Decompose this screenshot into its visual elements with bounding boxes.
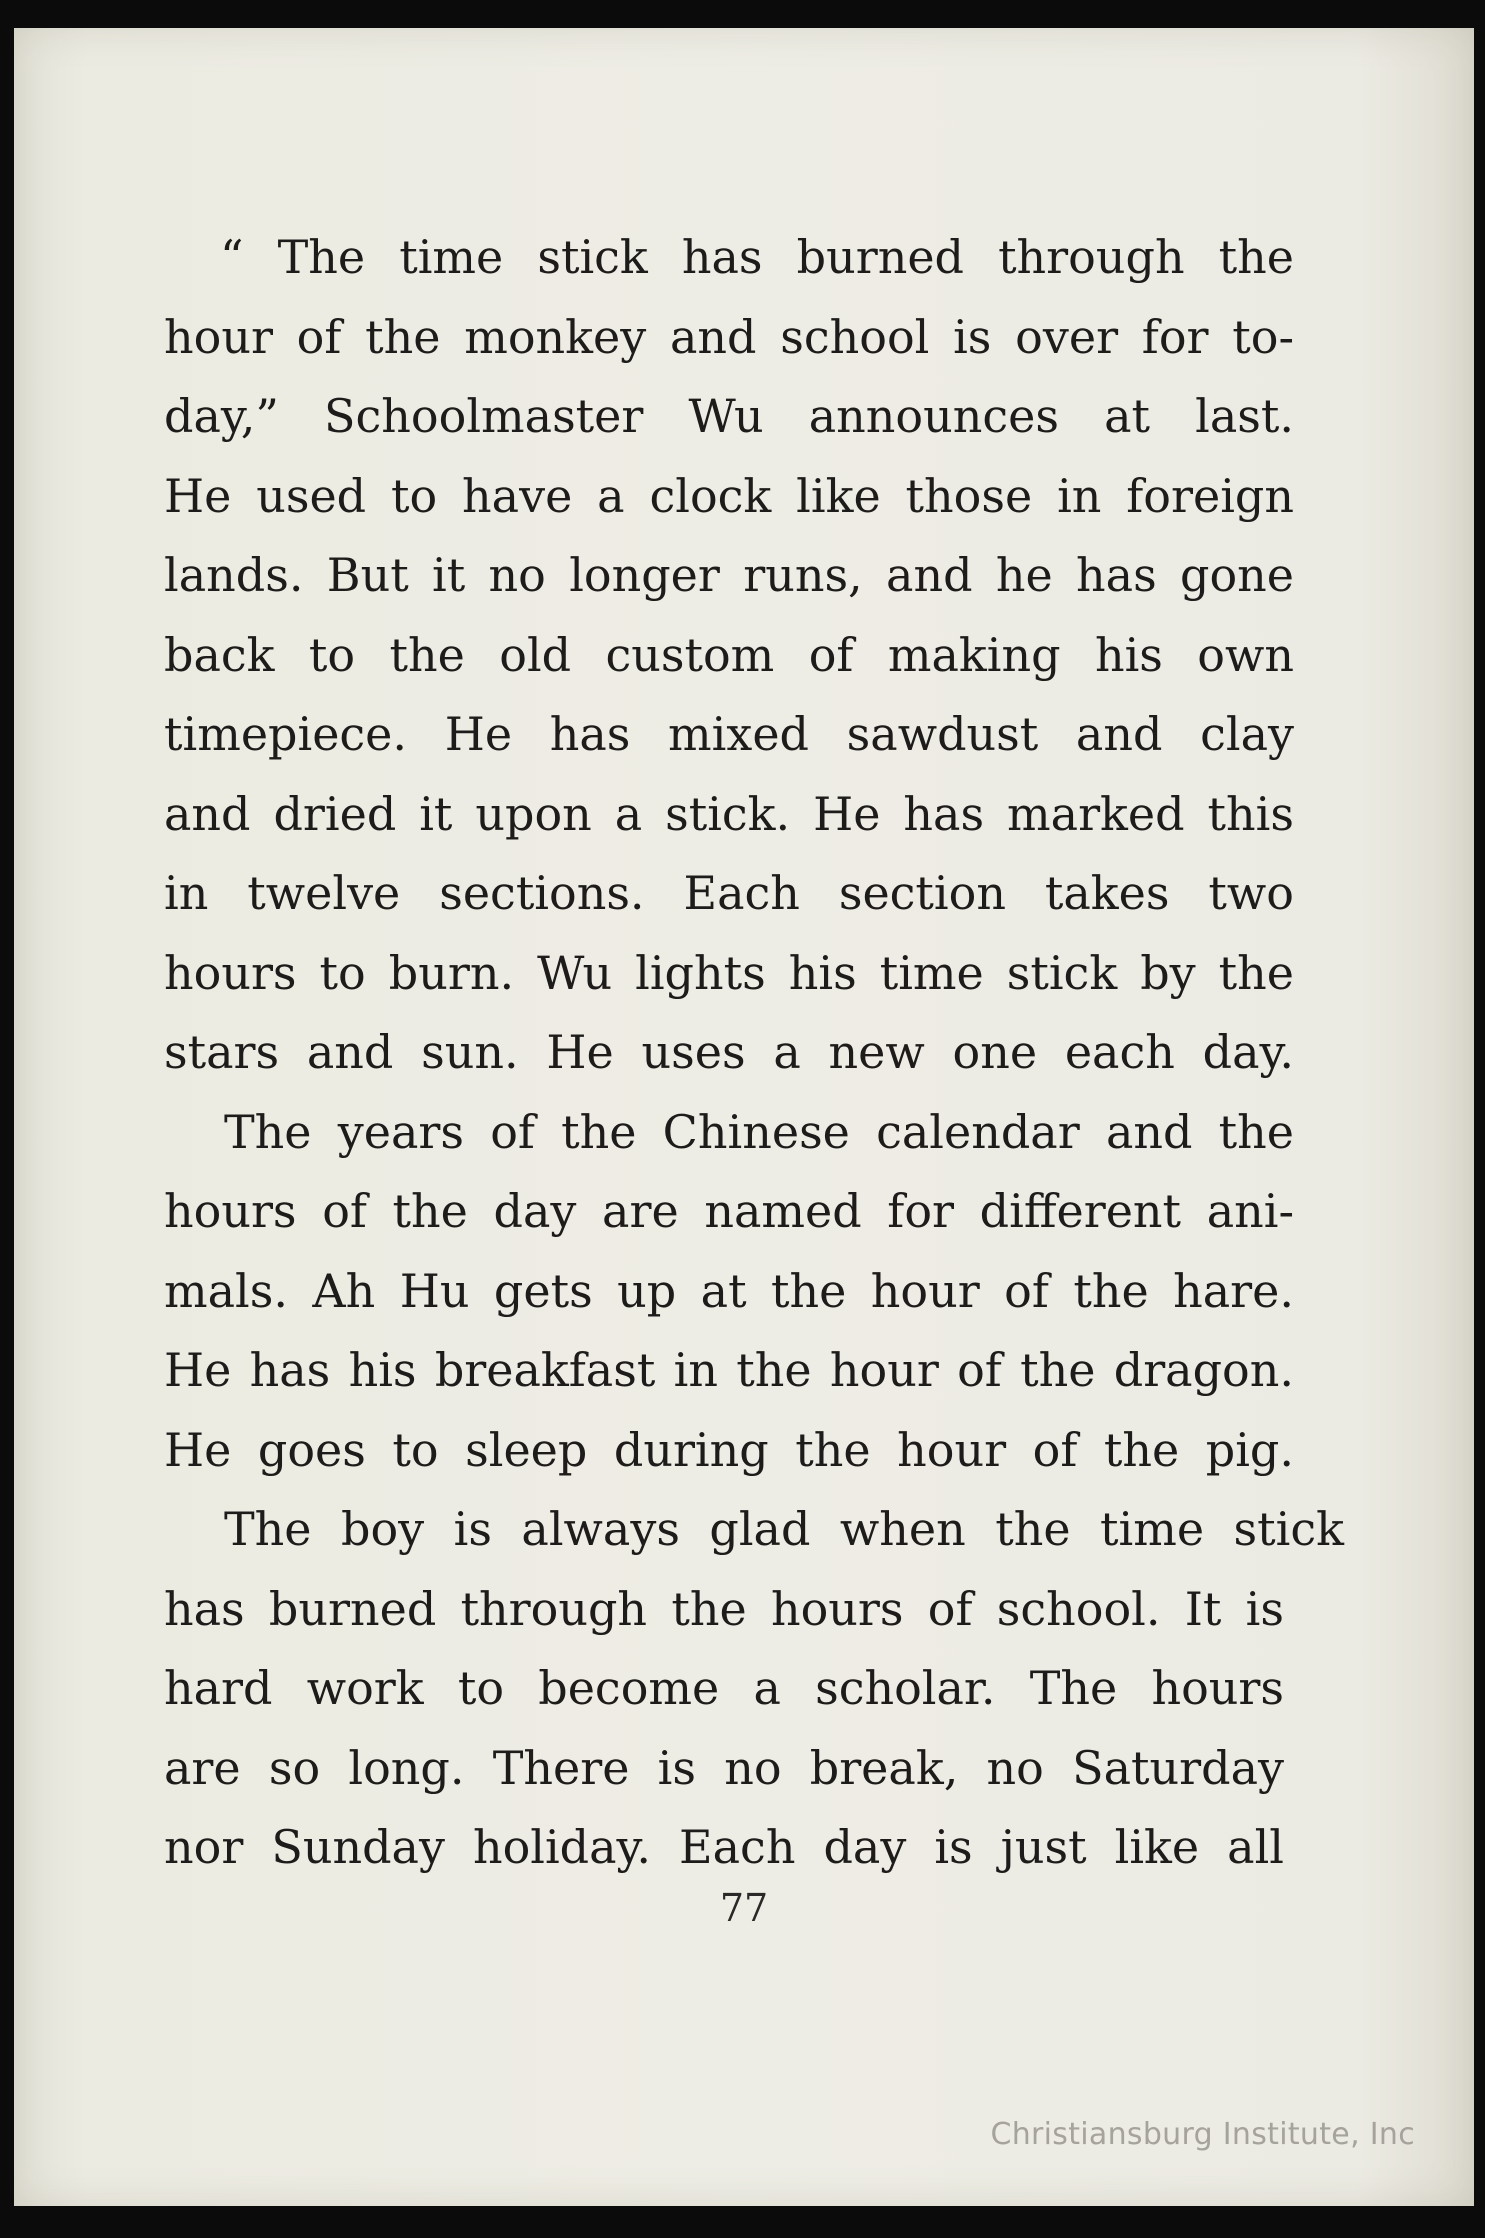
text-line: hours of the day are named for different ani- (164, 1184, 1294, 1238)
text-line: mals. Ah Hu gets up at the hour of the hare. (164, 1263, 1294, 1318)
page-number: 77 (719, 1886, 769, 1930)
text-line: lands. But it no longer runs, and he has gone (164, 548, 1294, 602)
text-line: in twelve sections. Each section takes two (164, 866, 1294, 920)
text-line: stars and sun. He uses a new one each day. (164, 1025, 1294, 1079)
watermark: Christiansburg Institute, Inc (990, 2117, 1415, 2152)
paragraph-start-line: The boy is always glad when the time stick (224, 1502, 1344, 1556)
text-line: day,” Schoolmaster Wu announces at last. (164, 389, 1294, 443)
text-line: has burned through the hours of school. It is (164, 1581, 1284, 1636)
text-line: hard work to become a scholar. The hours (164, 1661, 1284, 1715)
text-line: hour of the monkey and school is over for to- (164, 309, 1294, 364)
text-line: timepiece. He has mixed sawdust and clay (164, 707, 1294, 761)
text-line: and dried it upon a stick. He has marked this (164, 786, 1294, 841)
text-line: He has his breakfast in the hour of the dragon. (164, 1343, 1294, 1397)
text-line: nor Sunday holiday. Each day is just like all (164, 1820, 1284, 1874)
book-page (14, 28, 1474, 2206)
paragraph-start-line: The years of the Chinese calendar and the (224, 1104, 1294, 1159)
text-line: hours to burn. Wu lights his time stick by the (164, 945, 1294, 1000)
text-line: He goes to sleep during the hour of the pig. (164, 1422, 1294, 1477)
text-line: “ The time stick has burned through the (220, 230, 1294, 284)
text-line: He used to have a clock like those in foreign (164, 468, 1294, 523)
text-line: back to the old custom of making his own (164, 627, 1294, 682)
text-line: are so long. There is no break, no Saturday (164, 1740, 1284, 1795)
body-text (164, 218, 1344, 1888)
